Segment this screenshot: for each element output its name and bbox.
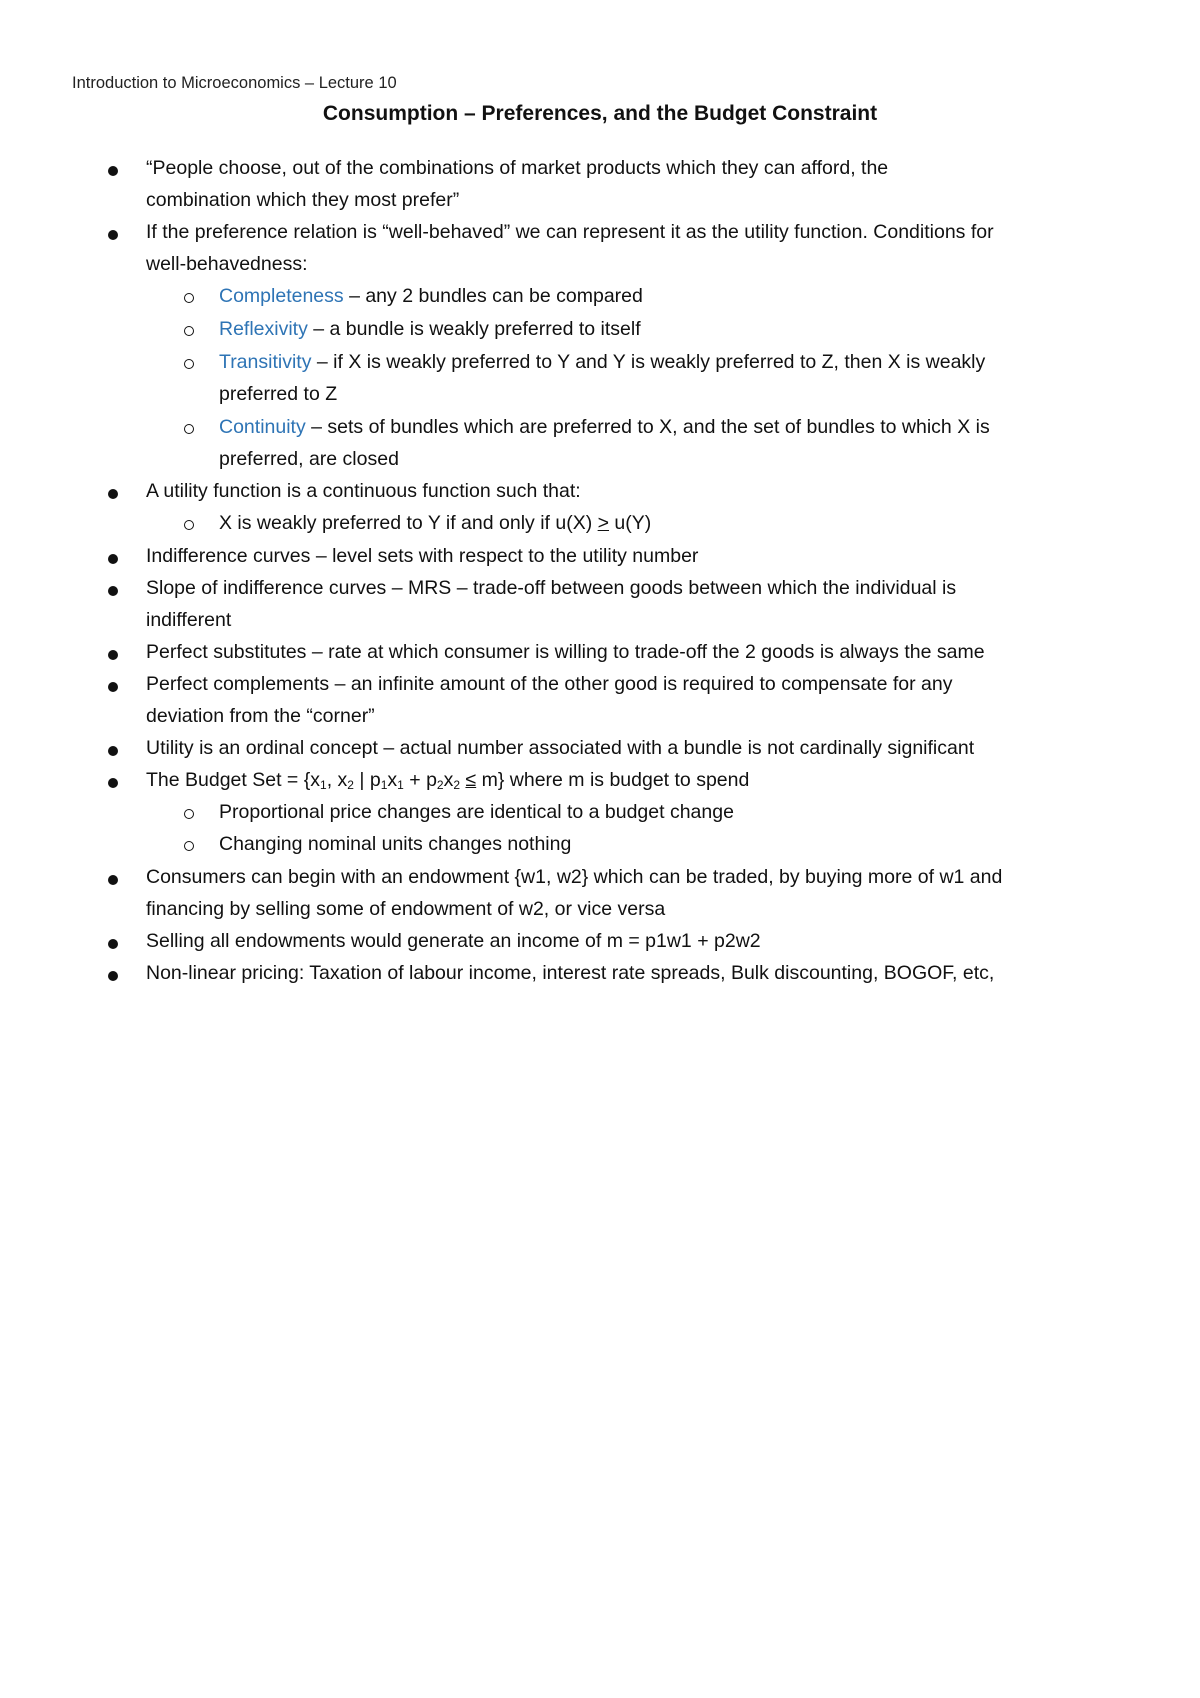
- budget-set-text: The Budget Set = {x: [146, 769, 320, 791]
- list-item: Perfect complements – an infinite amount of the other good is required to compensate for any: [146, 673, 953, 695]
- bullet-icon: [108, 939, 118, 949]
- list-item-continuation: deviation from the “corner”: [146, 705, 375, 727]
- sub-list-item-continuation: preferred, are closed: [219, 448, 399, 470]
- circle-bullet-icon: [184, 424, 194, 434]
- list-item: Non-linear pricing: Taxation of labour income, interest rate spreads, Bulk discounting, BOGOF, etc,: [146, 962, 995, 984]
- sub-list-item: [219, 313, 641, 345]
- term-definition: – any 2 bundles can be compared: [343, 285, 643, 307]
- budget-set-text: + p: [403, 769, 437, 791]
- subscript: 1: [320, 778, 327, 792]
- bullet-icon: [108, 586, 118, 596]
- subscript: 1: [380, 778, 388, 792]
- term-definition: – if X is weakly preferred to Y and Y is weakly preferred to Z, then X is weakly: [311, 351, 986, 373]
- bullet-icon: [108, 746, 118, 756]
- term-transitivity: Transitivity: [219, 351, 312, 373]
- sub-list-item: [219, 346, 985, 378]
- list-item: Indifference curves – level sets with respect to the utility number: [146, 545, 699, 567]
- bullet-icon: [108, 650, 118, 660]
- sub-list-item: [219, 411, 990, 443]
- bullet-icon: [108, 166, 118, 176]
- list-item: Slope of indifference curves – MRS – trade-off between goods between which the individual is: [146, 577, 957, 599]
- list-item: Utility is an ordinal concept – actual number associated with a bundle is not cardinally significant: [146, 737, 975, 759]
- subscript: 1: [397, 778, 404, 792]
- term-reflexivity: Reflexivity: [219, 318, 308, 340]
- utility-condition-text: u(Y): [609, 512, 652, 534]
- le-symbol: ≤: [465, 769, 477, 791]
- list-item: Perfect substitutes – rate at which consumer is willing to trade-off the 2 goods is always the same: [146, 641, 985, 663]
- subscript: 2: [436, 778, 444, 792]
- circle-bullet-icon: [184, 809, 194, 819]
- list-item-continuation: well-behavedness:: [146, 253, 308, 275]
- list-item-continuation: financing by selling some of endowment of w2, or vice versa: [146, 898, 666, 920]
- circle-bullet-icon: [184, 841, 194, 851]
- circle-bullet-icon: [184, 293, 194, 303]
- budget-set-text: x: [443, 769, 454, 791]
- term-continuity: Continuity: [219, 416, 306, 438]
- page-title: Consumption – Preferences, and the Budget Constraint: [322, 102, 878, 125]
- budget-set-text: , x: [326, 769, 348, 791]
- list-item: [146, 764, 749, 796]
- bullet-icon: [108, 875, 118, 885]
- budget-set-text: | p: [353, 769, 381, 791]
- bullet-icon: [108, 489, 118, 499]
- utility-condition-text: X is weakly preferred to Y if and only if u(X): [219, 512, 598, 534]
- course-header: Introduction to Microeconomics – Lecture 10: [72, 74, 397, 92]
- sub-list-item: [219, 507, 651, 539]
- sub-list-item-continuation: preferred to Z: [219, 383, 338, 405]
- bullet-icon: [108, 778, 118, 788]
- list-item: Consumers can begin with an endowment {w1, w2} which can be traded, by buying more of w1 and: [146, 866, 1003, 888]
- subscript: 2: [453, 778, 461, 792]
- term-completeness: Completeness: [219, 285, 344, 307]
- bullet-icon: [108, 230, 118, 240]
- budget-set-text: m} where m is budget to spend: [476, 769, 750, 791]
- ge-symbol: >: [597, 512, 610, 534]
- subscript: 2: [347, 778, 354, 792]
- circle-bullet-icon: [184, 359, 194, 369]
- budget-set-text: x: [387, 769, 398, 791]
- list-item: “People choose, out of the combinations of market products which they can afford, the: [146, 157, 889, 179]
- bullet-icon: [108, 554, 118, 564]
- list-item: Selling all endowments would generate an income of m = p1w1 + p2w2: [146, 930, 761, 952]
- list-item: A utility function is a continuous function such that:: [146, 480, 581, 502]
- sub-list-item: [219, 280, 643, 312]
- list-item: If the preference relation is “well-behaved” we can represent it as the utility function. Conditions for: [146, 221, 994, 243]
- list-item-continuation: combination which they most prefer”: [146, 189, 460, 211]
- sub-list-item: Changing nominal units changes nothing: [219, 833, 572, 855]
- list-item-continuation: indifferent: [146, 609, 232, 631]
- term-definition: – sets of bundles which are preferred to X, and the set of bundles to which X is: [305, 416, 990, 438]
- bullet-icon: [108, 971, 118, 981]
- sub-list-item: Proportional price changes are identical to a budget change: [219, 801, 734, 823]
- term-definition: – a bundle is weakly preferred to itself: [307, 318, 641, 340]
- circle-bullet-icon: [184, 520, 194, 530]
- bullet-icon: [108, 682, 118, 692]
- circle-bullet-icon: [184, 326, 194, 336]
